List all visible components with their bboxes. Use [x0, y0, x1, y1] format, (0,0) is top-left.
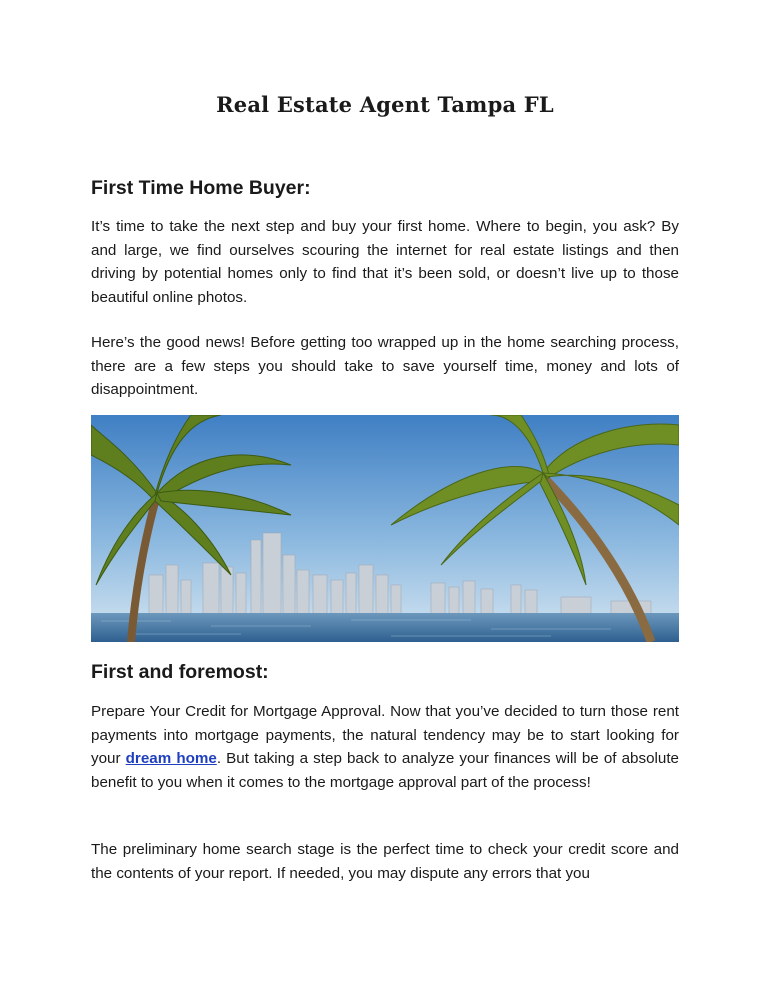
- paragraph-prepare-credit: [91, 700, 679, 794]
- paragraph-text-after-link: . But taking a step back to analyze your finances will be of absolute benefit to you when it comes to the mortgage approval part of the process!: [91, 750, 680, 791]
- miami-skyline-palm-trees-photo: [91, 415, 679, 642]
- paragraph-intro: It’s time to take the next step and buy your first home. Where to begin, you ask? By and large, we find ourselves scouring the internet for real estate listings and then driving by potential homes only to find that it’s been sold, or doesn’t live up to those beautiful online photos.: [91, 218, 679, 306]
- section-heading-first-time-home-buyer: First Time Home Buyer:: [91, 177, 311, 199]
- paragraph-text-before-link: Prepare Your Credit for Mortgage Approval. Now that you’ve decided to turn those rent payments into mortgage payments, the natural tendency may be to start looking for your: [91, 703, 679, 767]
- section-heading-first-and-foremost: First and foremost:: [91, 661, 269, 683]
- dream-home-link[interactable]: dream home: [125, 750, 217, 767]
- paragraph-good-news: Here’s the good news! Before getting too wrapped up in the home searching process, there are a few steps you should take to save yourself time, money and lots of disappointment.: [91, 334, 679, 398]
- document-title: Real Estate Agent Tampa FL: [216, 92, 554, 117]
- paragraph-preliminary-search: The preliminary home search stage is the perfect time to check your credit score and the contents of your report. If needed, you may dispute any errors that you: [91, 841, 679, 882]
